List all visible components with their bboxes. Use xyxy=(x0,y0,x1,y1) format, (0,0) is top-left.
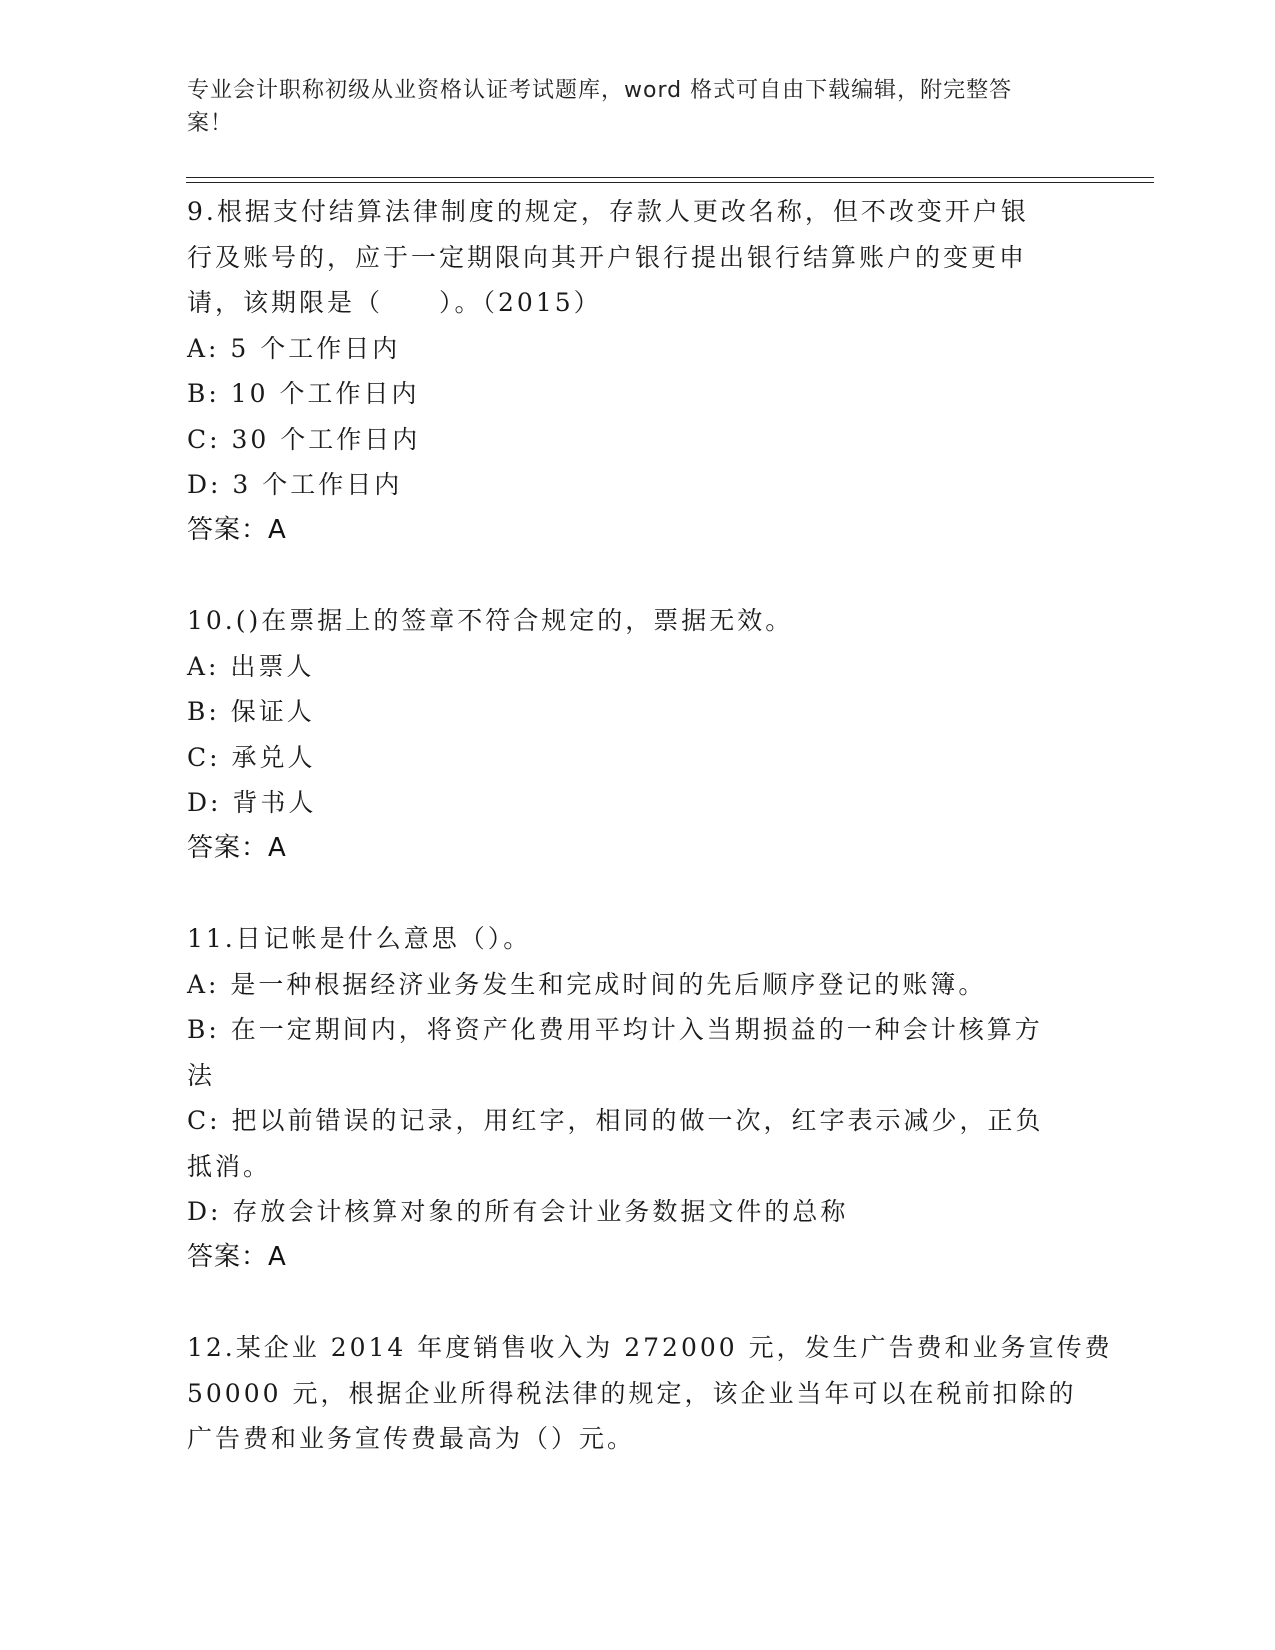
question-text-line: 12.某企业 2014 年度销售收入为 272000 元，发生广告费和业务宣传费 xyxy=(187,1333,1113,1362)
question-12 xyxy=(187,1325,1113,1462)
question-text-line: 50000 元，根据企业所得税法律的规定，该企业当年可以在税前扣除的 xyxy=(187,1378,1077,1408)
option-b: B: 保证人 xyxy=(187,697,315,726)
question-text-line: 10.()在票据上的签章不符合规定的，票据无效。 xyxy=(187,606,794,635)
option-b-continued: 法 xyxy=(187,1060,216,1090)
header-divider-bottom xyxy=(186,182,1154,183)
question-11 xyxy=(187,916,1087,1280)
option-c: C: 承兑人 xyxy=(187,742,316,772)
option-d: D: 存放会计核算对象的所有会计业务数据文件的总称 xyxy=(187,1197,849,1226)
option-d: D: 3 个工作日内 xyxy=(187,470,403,499)
option-c: C: 30 个工作日内 xyxy=(187,424,421,454)
question-text-line: 广告费和业务宣传费最高为（）元。 xyxy=(187,1424,636,1453)
question-9 xyxy=(187,189,1087,553)
header-line-2: 案！ xyxy=(187,111,234,136)
option-b: B: 10 个工作日内 xyxy=(187,379,420,408)
question-text-line: 9.根据支付结算法律制度的规定，存款人更改名称，但不改变开户银 xyxy=(187,197,1029,226)
header-divider-top xyxy=(186,177,1154,178)
option-c-continued: 抵消。 xyxy=(187,1151,272,1181)
question-text-line: 行及账号的，应于一定期限向其开户银行提出银行结算账户的变更申 xyxy=(187,242,1028,272)
question-list xyxy=(187,189,1113,1507)
question-10 xyxy=(187,598,1087,871)
document-header xyxy=(187,74,1067,140)
option-a: A: 是一种根据经济业务发生和完成时间的先后顺序登记的账簿。 xyxy=(187,969,987,999)
option-a: A: 5 个工作日内 xyxy=(187,333,401,363)
answer-label: 答案：A xyxy=(187,832,287,863)
answer-label: 答案：A xyxy=(187,1241,287,1272)
option-a: A: 出票人 xyxy=(187,651,315,681)
question-text-line: 11.日记帐是什么意思（）。 xyxy=(187,924,532,953)
question-text-line: 请，该期限是（ ）。（2015） xyxy=(187,288,602,317)
option-d: D: 背书人 xyxy=(187,788,317,817)
option-c: C: 把以前错误的记录，用红字，相同的做一次，红字表示减少，正负 xyxy=(187,1106,1044,1135)
header-line-1: 专业会计职称初级从业资格认证考试题库，word 格式可自由下载编辑，附完整答 xyxy=(187,78,1013,103)
option-b: B: 在一定期间内，将资产化费用平均计入当期损益的一种会计核算方 xyxy=(187,1015,1043,1044)
answer-label: 答案：A xyxy=(187,514,287,545)
